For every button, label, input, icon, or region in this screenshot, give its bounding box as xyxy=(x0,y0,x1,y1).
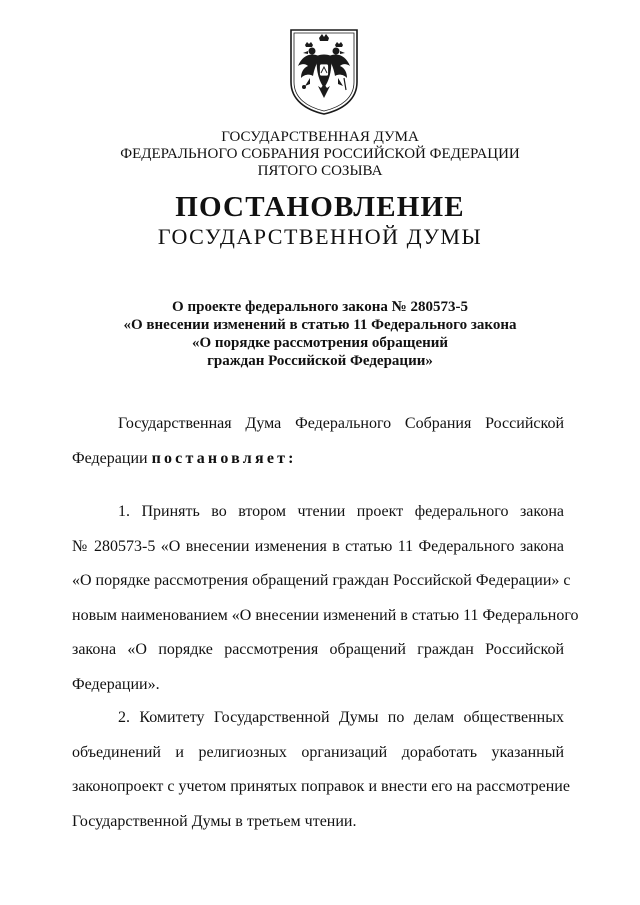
paragraph-line: 2. Комитету Государственной Думы по делам общественных xyxy=(118,709,564,726)
preamble-paragraph xyxy=(72,413,564,482)
header-line-3: ПЯТОГО СОЗЫВА xyxy=(257,163,383,179)
paragraph-line: Федерации». xyxy=(72,675,160,693)
paragraph-line: «О порядке рассмотрения обращений граждан Российской Федерации» с xyxy=(72,572,571,589)
paragraph-line: закона «О порядке рассмотрения обращений граждан Российской xyxy=(72,641,564,658)
state-emblem xyxy=(286,26,362,116)
document-type-subtitle: ГОСУДАРСТВЕННОЙ ДУМЫ xyxy=(157,224,483,249)
double-headed-eagle-icon xyxy=(286,26,362,116)
document-type-title: ПОСТАНОВЛЕНИЕ xyxy=(175,191,465,223)
paragraph-line: новым наименованием «О внесении изменений в статью 11 Федерального xyxy=(72,606,579,624)
preamble-text: Федерации xyxy=(72,449,152,467)
header-line-1: ГОСУДАРСТВЕННАЯ ДУМА xyxy=(221,129,419,145)
paragraph-line: законопроект с учетом принятых поправок и внести его на рассмотрение xyxy=(72,778,570,795)
resolution-item-2 xyxy=(72,707,570,845)
paragraph-line xyxy=(72,448,564,483)
resolves-word: постановляет: xyxy=(151,449,297,467)
document-heading xyxy=(0,298,640,370)
document-heading-line: «О внесении изменений в статью 11 Федерального закона xyxy=(123,317,517,333)
document-heading-line: О проекте федерального закона № 280573-5 xyxy=(172,299,468,315)
resolution-item-1 xyxy=(72,501,579,708)
document-heading-line: «О порядке рассмотрения обращений xyxy=(191,335,449,351)
paragraph-line: объединений и религиозных организаций доработать указанный xyxy=(72,743,564,761)
paragraph-line: Государственная Дума Федерального Собрания Российской xyxy=(118,415,564,432)
paragraph-line: № 280573-5 «О внесении изменения в статью 11 Федерального закона xyxy=(72,537,564,555)
header-line-2: ФЕДЕРАЛЬНОГО СОБРАНИЯ РОССИЙСКОЙ ФЕДЕРАЦИИ xyxy=(120,146,520,162)
paragraph-line: 1. Принять во втором чтении проект федерального закона xyxy=(118,503,564,520)
document-heading-line: граждан Российской Федерации» xyxy=(207,353,433,369)
paragraph-line: Государственной Думы в третьем чтении. xyxy=(72,812,357,830)
